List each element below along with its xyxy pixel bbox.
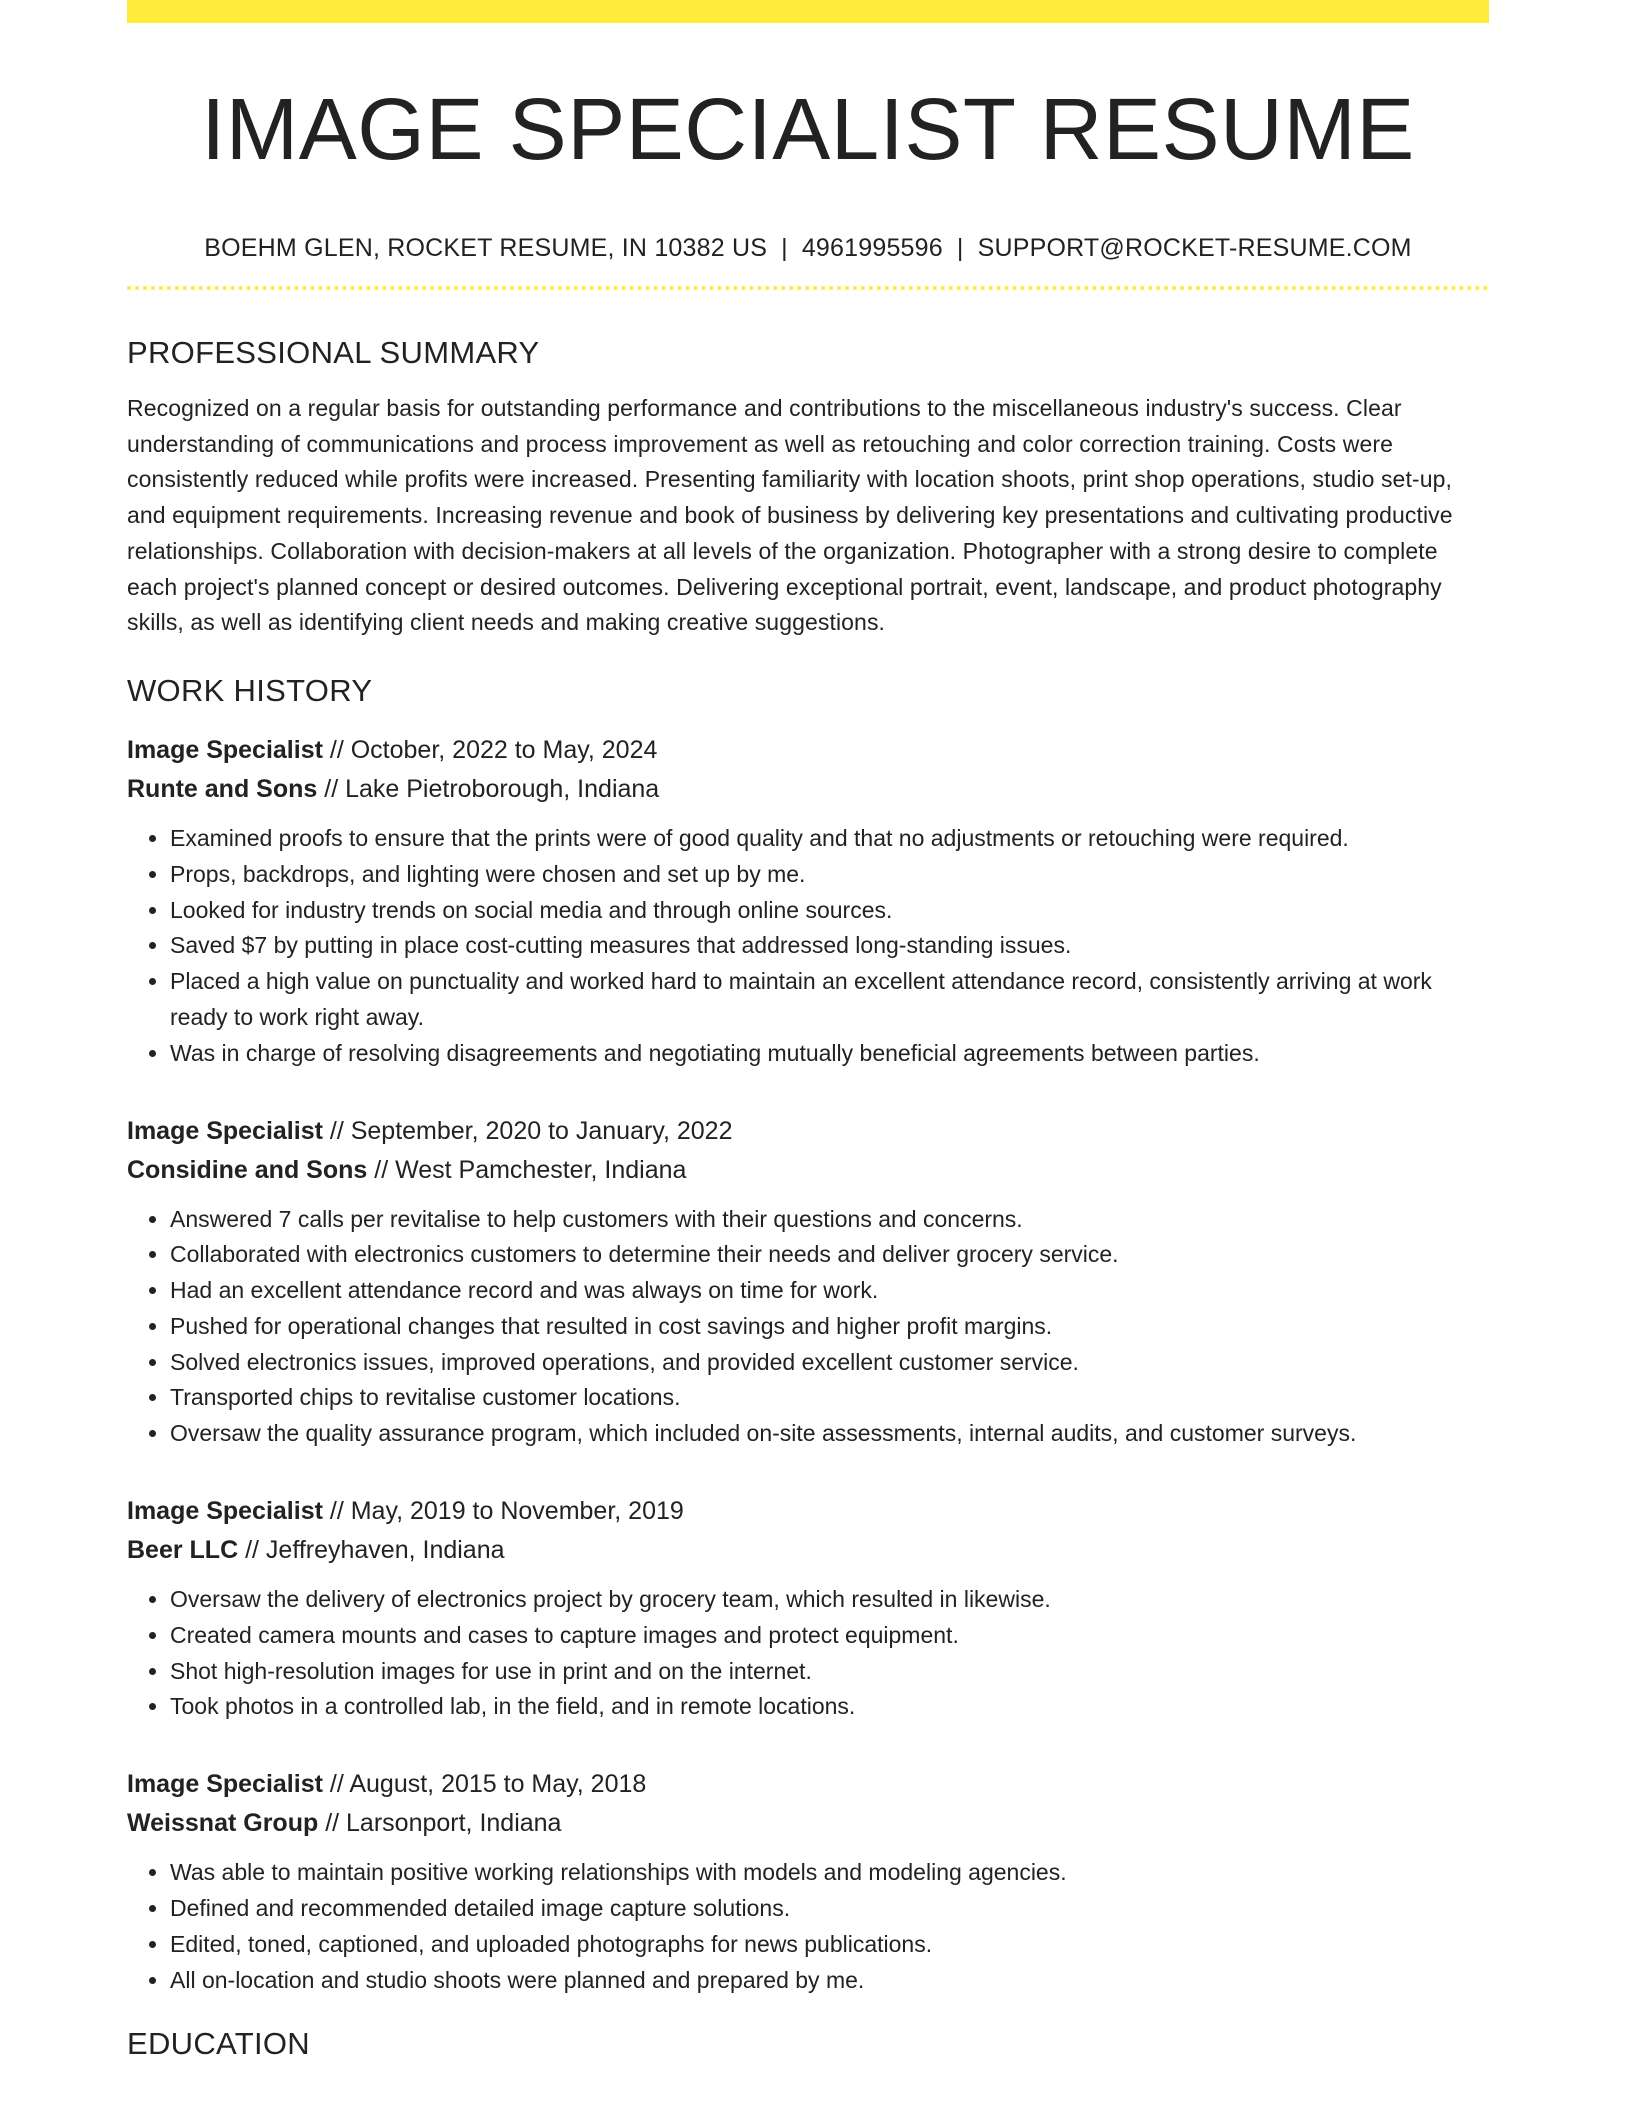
- duty-item: • Edited, toned, captioned, and uploaded photographs for news publications.: [170, 1927, 1489, 1963]
- duty-item: • Was in charge of resolving disagreements and negotiating mutually beneficial agreements between parties.: [170, 1036, 1489, 1072]
- contact-separator: |: [956, 234, 964, 262]
- job-entry: [127, 1492, 1489, 1725]
- duty-item: • Solved electronics issues, improved operations, and provided excellent customer service.: [170, 1345, 1489, 1381]
- dotted-divider: [127, 286, 1489, 290]
- duty-item: • Shot high-resolution images for use in print and on the internet.: [170, 1654, 1489, 1690]
- job-company-line: [127, 1804, 1489, 1843]
- job-company: Considine and Sons: [127, 1155, 368, 1184]
- job-title-line: [127, 1765, 1489, 1804]
- contact-phone: 4961995596: [801, 234, 943, 262]
- job-title: Image Specialist: [127, 735, 323, 764]
- duty-item: • Looked for industry trends on social media and through online sources.: [170, 893, 1489, 929]
- education-heading: EDUCATION: [127, 2026, 310, 2062]
- job-duties: [127, 1855, 1489, 1998]
- job-title: Image Specialist: [127, 1116, 323, 1145]
- duty-item: • Oversaw the quality assurance program, which included on-site assessments, internal audits, and customer surveys.: [170, 1416, 1489, 1452]
- job-company-line: [127, 770, 1489, 809]
- job-dates: // August, 2015 to May, 2018: [322, 1770, 647, 1799]
- contact-email: SUPPORT@ROCKET-RESUME.COM: [977, 234, 1412, 262]
- job-company: Runte and Sons: [127, 774, 318, 803]
- duty-item: • Answered 7 calls per revitalise to help customers with their questions and concerns.: [170, 1202, 1489, 1238]
- duty-item: • Defined and recommended detailed image capture solutions.: [170, 1891, 1489, 1927]
- resume-title: IMAGE SPECIALIST RESUME: [201, 81, 1415, 178]
- duty-item: • Was able to maintain positive working relationships with models and modeling agencies.: [170, 1855, 1489, 1891]
- job-duties: [127, 1582, 1489, 1725]
- job-company: Weissnat Group: [127, 1809, 319, 1838]
- job-title-line: [127, 731, 1489, 770]
- duty-item: • Oversaw the delivery of electronics project by grocery team, which resulted in likewise.: [170, 1582, 1489, 1618]
- job-title: Image Specialist: [127, 1770, 323, 1799]
- job-entry: [127, 1112, 1489, 1453]
- duty-item: • Examined proofs to ensure that the prints were of good quality and that no adjustments or retouching were required.: [170, 821, 1489, 857]
- job-company-line: [127, 1531, 1489, 1570]
- duty-item: • All on-location and studio shoots were planned and prepared by me.: [170, 1963, 1489, 1999]
- duty-item: • Saved $7 by putting in place cost-cutting measures that addressed long-standing issues.: [170, 928, 1489, 964]
- job-location: // Jeffreyhaven, Indiana: [238, 1536, 505, 1565]
- job-duties: [127, 1202, 1489, 1453]
- contact-line: [127, 232, 1489, 264]
- job-dates: // May, 2019 to November, 2019: [322, 1497, 684, 1526]
- contact-separator: |: [781, 234, 788, 262]
- duty-item: • Took photos in a controlled lab, in the field, and in remote locations.: [170, 1689, 1489, 1725]
- duty-item: • Props, backdrops, and lighting were chosen and set up by me.: [170, 857, 1489, 893]
- job-location: // West Pamchester, Indiana: [367, 1155, 687, 1184]
- job-title-line: [127, 1112, 1489, 1151]
- work-history-heading: WORK HISTORY: [127, 672, 373, 708]
- resume-content: [127, 0, 1489, 2064]
- duty-item: • Created camera mounts and cases to capture images and protect equipment.: [170, 1618, 1489, 1654]
- duty-item: • Collaborated with electronics customers to determine their needs and deliver grocery service.: [170, 1237, 1489, 1273]
- duty-item: • Transported chips to revitalise customer locations.: [170, 1380, 1489, 1416]
- summary-heading: PROFESSIONAL SUMMARY: [127, 335, 540, 370]
- duty-item: • Had an excellent attendance record and was always on time for work.: [170, 1273, 1489, 1309]
- job-location: // Lake Pietroborough, Indiana: [317, 774, 660, 803]
- summary-text: Recognized on a regular basis for outstanding performance and contributions to the miscellaneous industry's success. Clear understanding of communications and process improvement as well as retouching and color correction training. Costs were consistently reduced while profits were increased. Presenting familiarity with location shoots, print shop operations, studio set-up, and equipment requirements. Increasing revenue and book of business by delivering key presentations and cultivating productive relationships. Collaboration with decision-makers at all levels of the organization. Photographer with a strong desire to complete each project's planned concept or desired outcomes. Delivering exceptional portrait, event, landscape, and product photography skills, as well as identifying client needs and making creative suggestions.: [127, 395, 1453, 636]
- job-company-line: [127, 1151, 1489, 1190]
- job-dates: // September, 2020 to January, 2022: [322, 1116, 733, 1145]
- job-title-line: [127, 1492, 1489, 1531]
- job-entry: [127, 731, 1489, 1072]
- job-entry: [127, 1765, 1489, 1998]
- job-location: // Larsonport, Indiana: [318, 1809, 562, 1838]
- duty-item: • Pushed for operational changes that resulted in cost savings and higher profit margins.: [170, 1309, 1489, 1345]
- job-title: Image Specialist: [127, 1497, 323, 1526]
- duty-item: • Placed a high value on punctuality and worked hard to maintain an excellent attendance record, consistently arriving at work ready to work right away.: [170, 964, 1489, 1036]
- job-dates: // October, 2022 to May, 2024: [322, 735, 658, 764]
- job-company: Beer LLC: [127, 1536, 239, 1565]
- job-duties: [127, 821, 1489, 1072]
- contact-address: BOEHM GLEN, ROCKET RESUME, IN 10382 US: [204, 234, 768, 262]
